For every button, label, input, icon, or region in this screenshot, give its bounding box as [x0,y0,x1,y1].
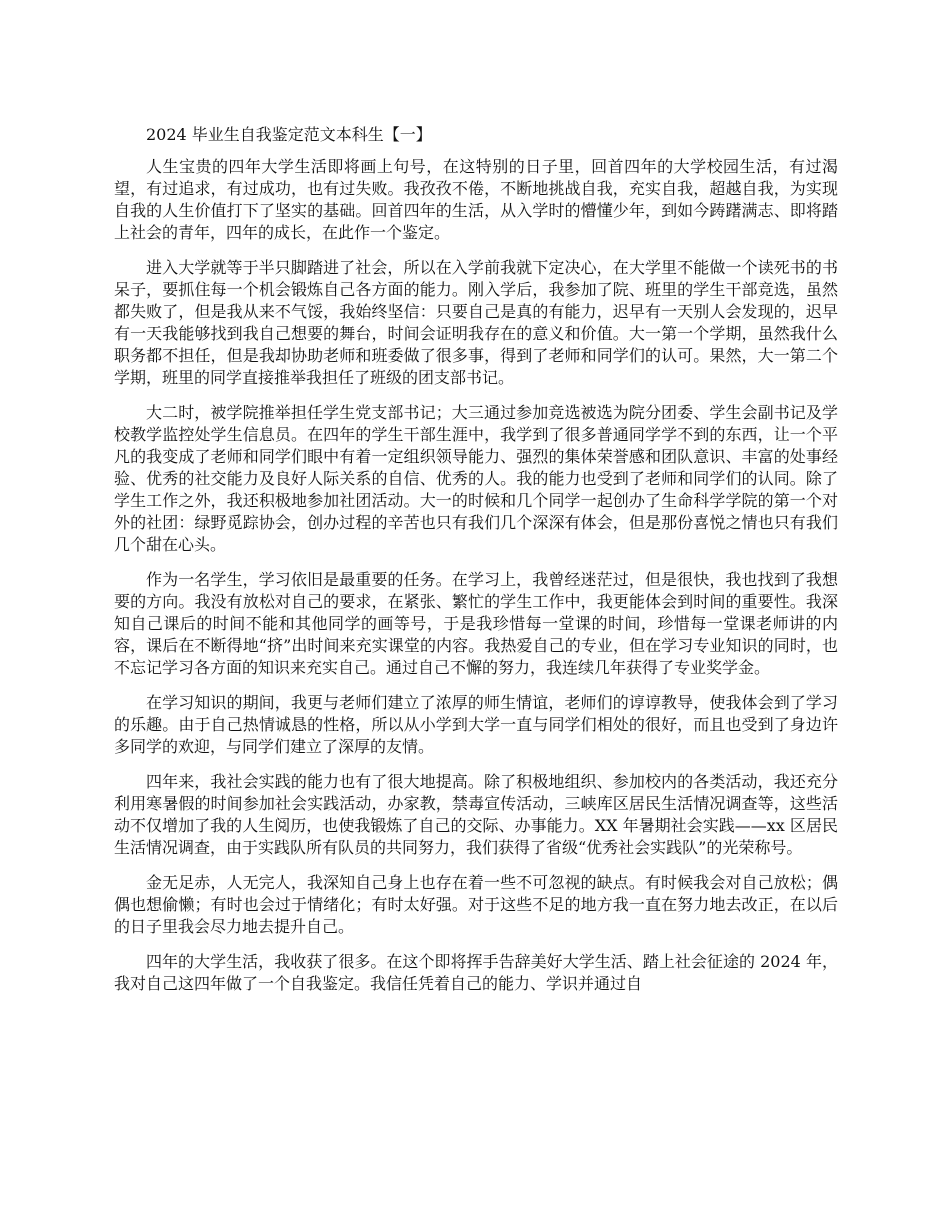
paragraph-6: 四年来，我社会实践的能力也有了很大地提高。除了积极地组织、参加校内的各类活动，我还充分利用寒暑假的时间参加社会实践活动，办家教，禁毒宣传活动，三峡库区居民生活情况调查等，这些活动不仅增加了我的人生阅历，也使我锻炼了自己的交际、办事能力。XX 年暑期社会实践——xx 区居民生活情况调查，由于实践队所有队员的共同努力，我们获得了省级“优秀社会实践队”的光荣称号。 [114,772,838,857]
paragraph-1: 人生宝贵的四年大学生活即将画上句号，在这特别的日子里，回首四年的大学校园生活，有过渴望，有过追求，有过成功，也有过失败。我孜孜不倦，不断地挑战自我，充实自我，超越自我，为实现自我的人生价值打下了坚实的基础。回首四年的生活，从入学时的懵懂少年，到如今踌躇满志、即将踏上社会的青年，四年的成长，在此作一个鉴定。 [114,157,838,242]
paragraph-4: 作为一名学生，学习依旧是最重要的任务。在学习上，我曾经迷茫过，但是很快，我也找到了我想要的方向。我没有放松对自己的要求，在紧张、繁忙的学生工作中，我更能体会到时间的重要性。我深知自己课后的时间不能和其他同学的画等号，于是我珍惜每一堂课的时间，珍惜每一堂课老师讲的内容，课后在不断得地“挤”出时间来充实课堂的内容。我热爱自己的专业，但在学习专业知识的同时，也不忘记学习各方面的知识来充实自己。通过自己不懈的努力，我连续几年获得了专业奖学金。 [114,570,838,677]
paragraph-3: 大二时，被学院推举担任学生党支部书记；大三通过参加竞选被选为院分团委、学生会副书记及学校教学监控处学生信息员。在四年的学生干部生涯中，我学到了很多普通同学学不到的东西，让一个平凡的我变成了老师和同学们眼中有着一定组织领导能力、强烈的集体荣誉感和团队意识、丰富的处事经验、优秀的社交能力及良好人际关系的自信、优秀的人。我的能力也受到了老师和同学们的认同。除了学生工作之外，我还积极地参加社团活动。大一的时候和几个同学一起创办了生命科学学院的第一个对外的社团：绿野觅踪协会，创办过程的辛苦也只有我们几个深深有体会，但是那份喜悦之情也只有我们几个甜在心头。 [114,403,838,554]
paragraph-8: 四年的大学生活，我收获了很多。在这个即将挥手告辞美好大学生活、踏上社会征途的 2024 年，我对自己这四年做了一个自我鉴定。我信任凭着自己的能力、学识并通过自 [114,952,838,993]
paragraph-2: 进入大学就等于半只脚踏进了社会，所以在入学前我就下定决心，在大学里不能做一个读死书的书呆子，要抓住每一个机会锻炼自己各方面的能力。刚入学后，我参加了院、班里的学生干部竞选，虽然都失败了，但是我从来不气馁，我始终坚信：只要自己是真的有能力，迟早有一天别人会发现的，迟早有一天我能够找到我自己想要的舞台，时间会证明我存在的意义和价值。大一第一个学期，虽然我什么职务都不担任，但是我却协助老师和班委做了很多事，得到了老师和同学们的认可。果然，大一第二个学期，班里的同学直接推举我担任了班级的团支部书记。 [114,258,838,387]
paragraph-5: 在学习知识的期间，我更与老师们建立了浓厚的师生情谊，老师们的谆谆教导，使我体会到了学习的乐趣。由于自己热情诚恳的性格，所以从小学到大学一直与同学们相处的很好，而且也受到了身边许多同学的欢迎，与同学们建立了深厚的友情。 [114,693,838,756]
document-page [114,124,838,1008]
paragraph-7: 金无足赤，人无完人，我深知自己身上也存在着一些不可忽视的缺点。有时候我会对自己放松；偶偶也想偷懒；有时也会过于情绪化；有时太好强。对于这些不足的地方我一直在努力地去改正，在以后的日子里我会尽力地去提升自己。 [114,873,838,936]
document-title: 2024 毕业生自我鉴定范文本科生【一】 [146,125,432,144]
